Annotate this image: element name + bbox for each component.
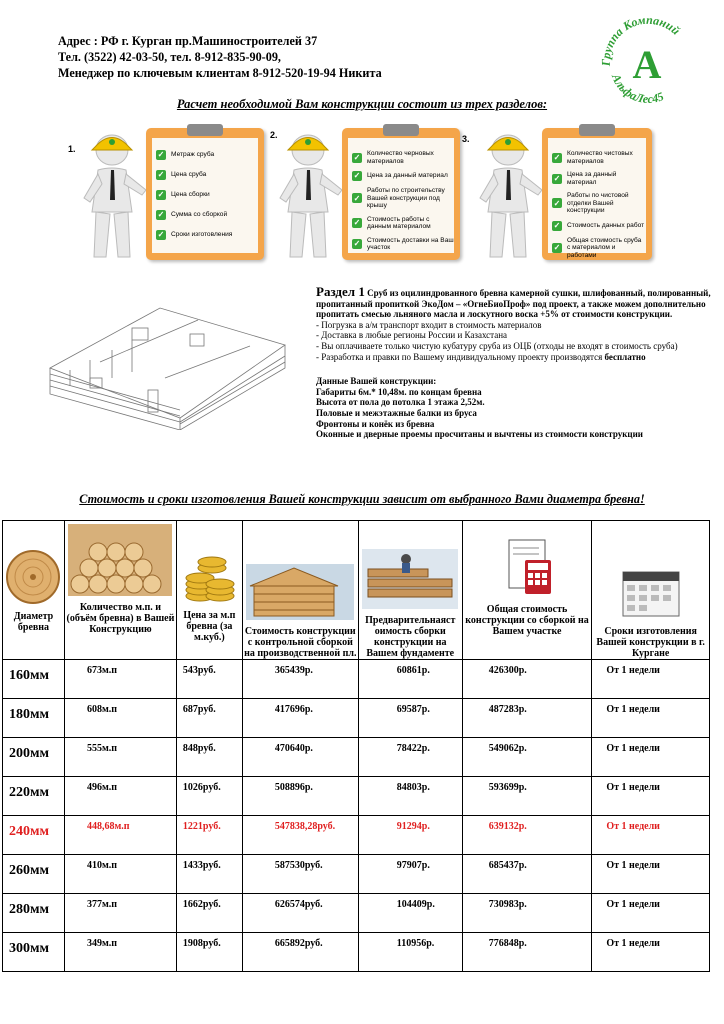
cell-cost: 365439р. <box>242 660 358 699</box>
cell-total: 549062р. <box>462 738 592 777</box>
table-row <box>3 660 710 699</box>
cell-diameter: 300мм <box>3 933 65 972</box>
check-icon: ✓ <box>553 243 561 252</box>
check-icon: ✓ <box>553 152 561 162</box>
calculator-icon <box>499 538 555 598</box>
cell-cost: 547838,28руб. <box>242 816 358 855</box>
cell-diameter: 160мм <box>3 660 65 699</box>
table-row <box>3 738 710 777</box>
log-end-icon <box>5 549 61 605</box>
cell-term: От 1 недели <box>592 660 710 699</box>
col-header-price: Цена за м.п бревна (за м.куб.) <box>176 521 242 660</box>
cell-price: 1221руб. <box>176 816 242 855</box>
checklist-item: ✓ Стоимость работы с данным материалом <box>353 215 431 230</box>
panel-number: 3. <box>462 134 470 144</box>
cell-diameter: 260мм <box>3 855 65 894</box>
cell-term: От 1 недели <box>592 777 710 816</box>
cell-quantity: 608м.п <box>64 699 176 738</box>
section-panel-3 <box>458 118 658 268</box>
check-icon: ✓ <box>353 152 361 162</box>
cell-term: От 1 недели <box>592 894 710 933</box>
cell-cost: 665892руб. <box>242 933 358 972</box>
section-1-heading: Раздел 1 <box>316 284 365 299</box>
check-icon: ✓ <box>353 171 361 181</box>
cell-term: От 1 недели <box>592 855 710 894</box>
cell-price: 1026руб. <box>176 777 242 816</box>
cell-term: От 1 недели <box>592 933 710 972</box>
cell-assembly: 91294р. <box>358 816 462 855</box>
cell-diameter: 220мм <box>3 777 65 816</box>
cell-cost: 587530руб. <box>242 855 358 894</box>
cell-quantity: 377м.п <box>64 894 176 933</box>
construction-data: Данные Вашей конструкции: Габариты 6м.* 10,48м. по концам бревна Высота от пола до потолка 1 этажа 2,52м. Половые и межэтажные балки из бруса Фронтоны и конёк из бревна Оконные и дверные проемы просчитаны и вычтены из стоимости конструкции <box>316 376 643 440</box>
checklist-item: ✓ Цена сборки <box>157 190 210 200</box>
checklist-item: ✓ Работы по чистовой отделки Вашей конструкции <box>553 192 629 214</box>
contact-header <box>58 33 382 81</box>
cell-quantity: 496м.п <box>64 777 176 816</box>
worker-figure-icon <box>78 132 150 262</box>
cell-quantity: 410м.п <box>64 855 176 894</box>
section-1-description <box>316 284 711 440</box>
cell-quantity: 349м.п <box>64 933 176 972</box>
checklist-item: ✓ Цена за данный материал <box>553 171 617 186</box>
section-panel-2 <box>266 118 466 268</box>
table-row <box>3 855 710 894</box>
cell-assembly: 60861р. <box>358 660 462 699</box>
cell-total: 685437р. <box>462 855 592 894</box>
bullet-line: - Погрузка в а/м транспорт входит в стоимость материалов <box>316 319 542 330</box>
cell-term: От 1 недели <box>592 699 710 738</box>
cell-assembly: 78422р. <box>358 738 462 777</box>
cell-price: 1908руб. <box>176 933 242 972</box>
cell-assembly: 110956р. <box>358 933 462 972</box>
table-row <box>3 777 710 816</box>
checklist-item: ✓ Количество чистовых материалов <box>553 150 633 165</box>
cell-cost: 470640р. <box>242 738 358 777</box>
checklist-item: ✓ Цена сруба <box>157 170 207 180</box>
bullet-line: - Доставка в любые регионы России и Казахстана <box>316 330 508 341</box>
cell-quantity: 555м.п <box>64 738 176 777</box>
cell-diameter: 200мм <box>3 738 65 777</box>
cell-price: 543руб. <box>176 660 242 699</box>
section-1-intro: Сруб из оцилиндрованного бревна камерной сушки, шлифованный, полированный, пропитанный пропиткой ЭкоДом – «ОгнеБиоПроф» под проект, а также можем дополнительно пропитать смесью льняного масла и лоскутного воска +5% от стоимости конструкции. <box>316 288 711 320</box>
cell-quantity: 448,68м.п <box>64 816 176 855</box>
frame-house-icon <box>246 564 354 620</box>
log-stack-icon <box>68 524 172 596</box>
table-row <box>3 933 710 972</box>
col-header-cost: Стоимость конструкции с контрольной сборкой на производственной пл. <box>242 521 358 660</box>
manager-line: Менеджер по ключевым клиентам 8-912-520-19-94 Никита <box>58 66 382 80</box>
cell-diameter: 240мм <box>3 816 65 855</box>
checklist-item: ✓ Общая стоимость сруба с материалом и работами <box>553 236 642 259</box>
cell-price: 1662руб. <box>176 894 242 933</box>
calendar-icon <box>619 566 683 620</box>
checklist-item: ✓ Стоимость доставки на Ваш участок <box>353 236 454 251</box>
cell-cost: 417696р. <box>242 699 358 738</box>
clipboard <box>542 128 652 260</box>
col-header-assembly: Предварительнаяст оимость сборки конструкции на Вашем фундаменте <box>358 521 462 660</box>
cell-total: 426300р. <box>462 660 592 699</box>
col-header-total: Общая стоимость конструкции со сборкой на Вашем участке <box>462 521 592 660</box>
check-icon: ✓ <box>157 150 165 160</box>
cell-assembly: 69587р. <box>358 699 462 738</box>
logo-bottom-text: АльфаЛес45 <box>609 71 666 106</box>
table-row <box>3 699 710 738</box>
check-icon: ✓ <box>157 230 165 240</box>
check-icon: ✓ <box>553 220 561 230</box>
checklist-item: ✓ Цена за данный материал <box>353 171 448 181</box>
cell-total: 776848р. <box>462 933 592 972</box>
checklist-item: ✓ Метраж сруба <box>157 150 215 160</box>
panel-number: 2. <box>270 130 278 140</box>
col-header-term: Сроки изготовления Вашей конструкции в г. Кургане <box>592 521 710 660</box>
cell-cost: 508896р. <box>242 777 358 816</box>
check-icon: ✓ <box>157 170 165 180</box>
address-line: Адрес : РФ г. Курган пр.Машиностроителей 37 <box>58 34 318 48</box>
bullet-line: - Вы оплачиваете только чистую кубатуру сруба из ОЦБ (отходы не входят в стоимость сруба) <box>316 340 678 351</box>
logo-top-text: Группа Компаний <box>598 12 683 67</box>
intro-title: Расчет необходимой Вам конструкции состоит из трех разделов: <box>176 97 548 111</box>
check-icon: ✓ <box>353 193 361 203</box>
check-icon: ✓ <box>353 239 361 249</box>
worker-figure-icon <box>474 132 546 262</box>
coins-icon <box>182 548 236 604</box>
table-row <box>3 816 710 855</box>
checklist-item: ✓ Сумма со сборкой <box>157 210 228 220</box>
phone-line: Тел. (3522) 42-03-50, тел. 8-912-835-90-09, <box>58 50 281 64</box>
checklist-item: ✓ Сроки изготовления <box>157 230 233 240</box>
cell-total: 730983р. <box>462 894 592 933</box>
table-row <box>3 894 710 933</box>
section-panel-1 <box>64 118 269 268</box>
log-house-drawing <box>40 290 295 430</box>
logo-letter: А <box>632 42 662 87</box>
cell-diameter: 180мм <box>3 699 65 738</box>
checklist-item: ✓ Стоимость данных работ <box>553 220 645 230</box>
panel-number: 1. <box>68 144 76 154</box>
cell-diameter: 280мм <box>3 894 65 933</box>
clipboard <box>342 128 460 260</box>
cell-total: 593699р. <box>462 777 592 816</box>
cell-total: 639132р. <box>462 816 592 855</box>
cell-assembly: 97907р. <box>358 855 462 894</box>
check-icon: ✓ <box>553 198 561 208</box>
bullet-line: - Разработка и правки по Вашему индивидуальному проекту производятся бесплатно <box>316 351 646 362</box>
assembly-photo-icon <box>362 549 458 609</box>
cell-price: 848руб. <box>176 738 242 777</box>
cell-assembly: 104409р. <box>358 894 462 933</box>
table-header-row <box>3 521 710 660</box>
cell-quantity: 673м.п <box>64 660 176 699</box>
worker-figure-icon <box>274 132 346 262</box>
clipboard <box>146 128 264 260</box>
cell-assembly: 84803р. <box>358 777 462 816</box>
check-icon: ✓ <box>157 190 165 200</box>
cell-cost: 626574руб. <box>242 894 358 933</box>
price-table <box>2 520 710 972</box>
cell-total: 487283р. <box>462 699 592 738</box>
checklist-item: ✓ Работы по строительству Вашей конструкции под крышу <box>353 187 445 209</box>
checklist-item: ✓ Количество черновых материалов <box>353 150 434 165</box>
check-icon: ✓ <box>353 218 361 228</box>
cell-price: 1433руб. <box>176 855 242 894</box>
cell-price: 687руб. <box>176 699 242 738</box>
col-header-quantity: Количество м.п. и (объём бревна) в Вашей Конструкцию <box>64 521 176 660</box>
check-icon: ✓ <box>553 173 561 183</box>
check-icon: ✓ <box>157 210 165 220</box>
cell-term: От 1 недели <box>592 738 710 777</box>
free-word: бесплатно <box>604 351 646 362</box>
company-logo <box>592 8 702 108</box>
cell-term: От 1 недели <box>592 816 710 855</box>
cost-title: Стоимость и сроки изготовления Вашей конструкции зависит от выбранного Вами диаметра бревна! <box>79 492 645 506</box>
col-header-diameter: Диаметр бревна <box>3 521 65 660</box>
